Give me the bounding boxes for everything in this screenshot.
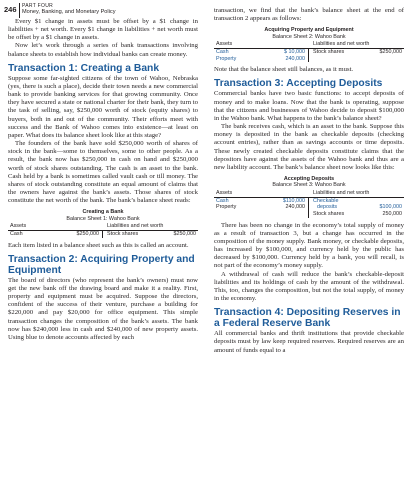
account-definition: Each item listed in a balance sheet such as this is called an account.	[8, 241, 189, 249]
transaction-3-paragraph-1: Commercial banks have two basic functions: to accept deposits of money and to make loans. Now that the bank is operating, suppose that the citizens and businesses of Wahoo decide to deposit $100,000 in the Wahoo bank. What happens to the bank’s balance sheet?	[214, 90, 404, 122]
table-row: Checkable	[313, 197, 339, 204]
section-heading-transaction-1: Transaction 1: Creating a Bank	[8, 62, 160, 74]
balance-sheet-1-title: Creating a Bank	[82, 209, 124, 216]
transaction-3-paragraph-2: The bank receives cash, which is an asset to the bank. Suppose this money is deposited in the bank as checkable deposits (checking account entries), rather than as savings accounts or time deposits. These newly created checkable deposits constitute claims that the depositors have against the assets of the Wahoo bank and thus are a new liability account. The bank’s balance sheet now looks like this:	[214, 123, 404, 171]
balance-sheet-1-subtitle: Balance Sheet 1: Wahoo Bank	[66, 215, 140, 222]
balance-sheet-3-header: Assets Liabilities and net worth	[214, 190, 404, 198]
money-supply-paragraph: There has been no change in the economy’s total supply of money as a result of transaction 3, but a change has occurred in the composition of the money supply. Bank money, or checkable deposits, has increased by $100,000, and currency held by the public has decreased by $100,000. Currency held by a bank, you will recall, is not part of the economy’s money supply.	[214, 221, 404, 270]
section-heading-transaction-4: Transaction 4: Depositing Reserves in a Federal Reserve Bank	[214, 307, 401, 330]
intro-paragraph-2: Now let’s work through a series of bank transactions involving balance sheets to establish how individual banks can create money.	[8, 42, 198, 58]
running-header	[4, 3, 204, 19]
balance-note: Note that the balance sheet still balances, as it must.	[214, 66, 354, 74]
section-heading-transaction-2: Transaction 2: Acquiring Property and Equipment	[8, 253, 195, 276]
table-row: Stock shares $250,000	[107, 231, 196, 238]
balance-sheet-3-title: Accepting Deposits	[283, 176, 335, 183]
transaction-1-paragraph-2: The founders of the bank have sold $250,000 worth of shares of stock in the bank—some to themselves, some to other people. As a result, the bank now has $250,000 in cash on hand and $250,000 worth of stock shares outstanding. The cash is an asset to the bank. Cash held by a bank is sometimes called vault cash or till money. The shares of stock outstanding constitute an equal amount of claims that the owners have against the bank’s assets. Those shares of stock constitute the net worth of the bank. The bank’s balance sheet reads:	[8, 140, 198, 205]
table-row: Cash $110,000	[216, 197, 305, 204]
part-label: PART FOUR	[22, 3, 54, 9]
withdrawal-paragraph: A withdrawal of cash will reduce the bank’s checkable-deposit liabilities and its holdings of cash by the amount of the withdrawal. This, too, changes the composition, but not the total supply, of money in the economy.	[214, 270, 404, 303]
continued-paragraph: transaction, we find that the bank’s balance sheet at the end of transaction 2 appears as follows:	[214, 7, 404, 23]
intro-paragraph-1: Every $1 change in assets must be offset by a $1 change in liabilities + net worth. Every $1 change in liabilities + net worth must be offset by a $1 change in assets.	[8, 18, 198, 42]
chapter-title: Money, Banking, and Monetary Policy	[22, 9, 116, 15]
left-column	[8, 18, 198, 342]
transaction-1-paragraph-1: Suppose some far-sighted citizens of the town of Wahoo, Nebraska (yes, there is such a place), decide their town needs a new commercial bank to provide banking services for that growing community. Once they have secured a state or national charter for their bank, they turn to the task of selling, say, $250,000 worth of stock (equity shares) to buyers, both in and out of the community. Their efforts meet with success and the Bank of Wahoo comes into existence—at least on paper. What does its balance sheet look like at this stage?	[8, 74, 198, 139]
transaction-2-paragraph: The board of directors (who represent the bank’s owners) must now get the new bank off the drawing board and make it a reality. First, property and equipment must be acquired. Suppose the directors, confident of the success of their venture, purchase a building for $220,000 and pay $20,000 for office equipment. This simple transaction changes the composition of the bank’s assets. The bank now has $240,000 less in cash and $240,000 of new property assets. Using blue to denote accounts affected by each	[8, 276, 198, 341]
liabilities-header: Liabilities and net worth	[107, 223, 164, 230]
assets-header: Assets	[10, 223, 27, 230]
balance-sheet-2	[214, 27, 404, 62]
balance-sheet-3	[214, 176, 404, 218]
table-row: deposits $100,000	[317, 204, 402, 211]
balance-sheet-2-subtitle: Balance Sheet 2: Wahoo Bank	[272, 33, 346, 40]
balance-sheet-1	[8, 209, 198, 237]
table-row: Cash $250,000	[10, 231, 99, 238]
balance-sheet-2-header: Assets Liabilities and net worth	[214, 41, 404, 49]
balance-sheet-2-title: Acquiring Property and Equipment	[264, 27, 354, 34]
section-heading-transaction-3: Transaction 3: Accepting Deposits	[214, 78, 383, 90]
balance-sheet-1-header	[8, 223, 198, 231]
transaction-4-paragraph: All commercial banks and thrift institutions that provide checkable deposits must by law keep required reserves. Required reserves are an amount of funds equal to a	[214, 330, 404, 354]
table-row: Stock shares $250,000	[313, 49, 402, 56]
right-column	[214, 7, 404, 355]
table-row: Property 240,000	[216, 204, 305, 211]
table-row: Cash $ 10,000	[216, 49, 305, 56]
header-divider	[19, 3, 20, 18]
table-row: Stock shares 250,000	[313, 211, 402, 218]
page-number: 246	[4, 5, 17, 14]
table-row: Property 240,000	[216, 55, 305, 62]
balance-sheet-3-subtitle: Balance Sheet 3: Wahoo Bank	[272, 182, 346, 189]
